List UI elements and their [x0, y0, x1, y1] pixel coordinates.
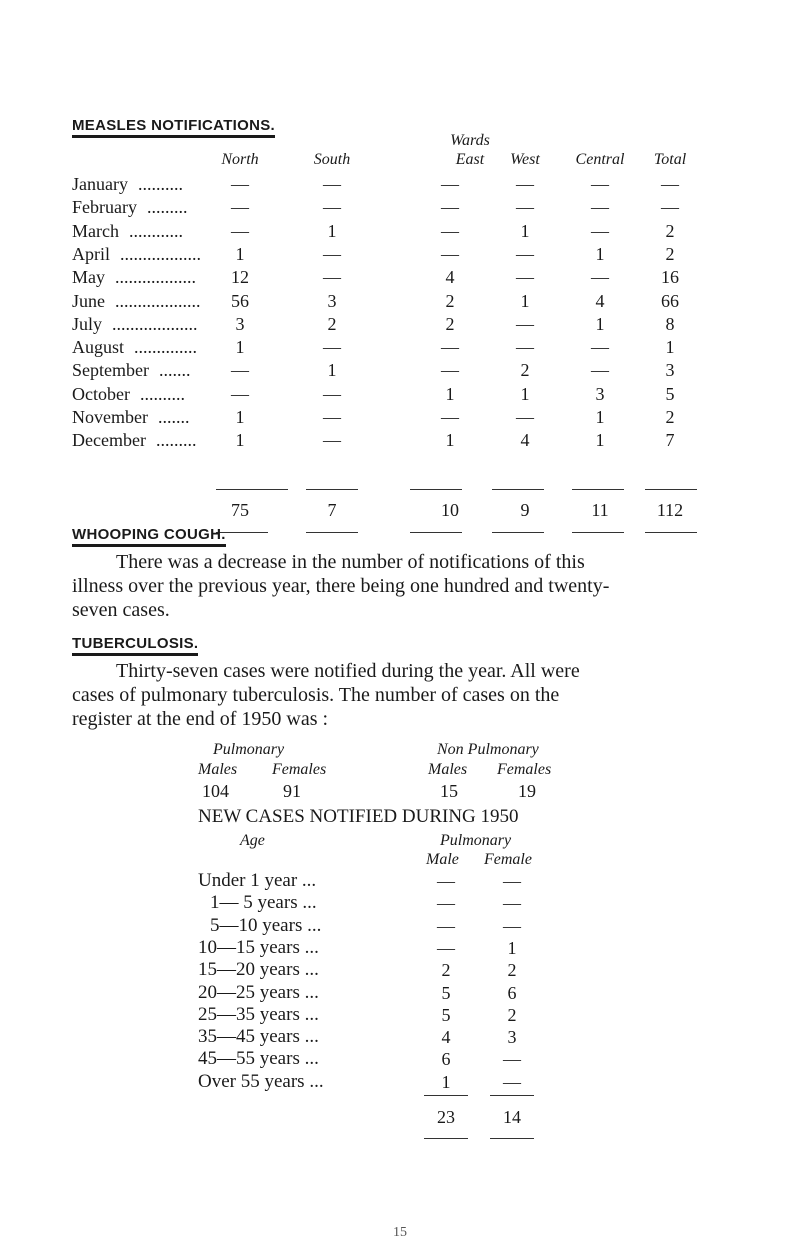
page-number: 15: [393, 1225, 407, 1240]
col-south: South: [313, 151, 351, 168]
measles-cell: —: [323, 430, 341, 451]
tb-line-1: Thirty-seven cases were notified during the year. All were: [116, 660, 580, 682]
measles-cell: —: [323, 267, 341, 288]
rule: [424, 1138, 468, 1139]
measles-cell: —: [516, 313, 534, 334]
female-count: —: [503, 915, 521, 936]
male-count: 1: [441, 1071, 451, 1092]
measles-cell: —: [231, 197, 249, 218]
male-count: 5: [441, 982, 451, 1003]
female-count: 6: [507, 982, 517, 1003]
total-male: 23: [437, 1107, 455, 1127]
measles-cell: —: [661, 197, 679, 218]
col-east: East: [455, 151, 485, 168]
measles-cell: —: [516, 337, 534, 358]
measles-cell: —: [231, 174, 249, 194]
whooping-line-3: seven cases.: [72, 599, 170, 621]
age-label: 15—20 years ...: [198, 959, 319, 981]
measles-cell: 2: [520, 360, 530, 381]
measles-cell: 2: [665, 243, 675, 264]
rule: [490, 1095, 534, 1096]
measles-cell: —: [323, 383, 341, 404]
measles-cell: 3: [327, 290, 337, 311]
total-south: 7: [327, 500, 337, 520]
measles-cell: —: [441, 360, 459, 381]
wards-label: Wards: [450, 132, 490, 149]
measles-cell: 2: [327, 313, 337, 334]
age-label: 35—45 years ...: [198, 1026, 319, 1048]
total-central: 11: [591, 500, 609, 520]
total-north: 75: [231, 500, 249, 520]
female-count: 1: [507, 937, 517, 958]
month-label: September .......: [72, 360, 191, 381]
rule: [492, 489, 544, 490]
measles-cell: —: [516, 267, 534, 288]
rule: [645, 489, 697, 490]
male-count: 2: [441, 960, 451, 981]
measles-cell: 4: [595, 290, 605, 311]
col-total: Total: [653, 151, 687, 168]
male-count: —: [437, 893, 455, 914]
month-label: August ..............: [72, 337, 198, 358]
register-nonpulm-females: 19: [518, 781, 536, 801]
tb-line-3: register at the end of 1950 was :: [72, 708, 329, 730]
measles-cell: 1: [235, 407, 245, 427]
measles-cell: —: [441, 407, 459, 427]
whooping-line-1: There was a decrease in the number of notifications of this: [116, 551, 585, 573]
measles-cell: 1: [595, 430, 605, 451]
female-count: 3: [507, 1027, 517, 1048]
tb-heading: TUBERCULOSIS.: [72, 636, 198, 656]
measles-cell: —: [441, 174, 459, 194]
register-nonpulm-females-label: Females: [497, 761, 552, 778]
rule: [572, 489, 624, 490]
female-count: —: [503, 893, 521, 914]
month-label: June ...................: [72, 290, 201, 311]
age-label: 20—25 years ...: [198, 981, 319, 1003]
age-label: Under 1 year ...: [198, 870, 317, 891]
register-pulmonary-label: Pulmonary: [213, 741, 285, 758]
measles-cell: 3: [665, 360, 675, 381]
measles-cell: —: [323, 174, 341, 194]
measles-cell: 4: [445, 267, 455, 288]
register-nonpulm-males-label: Males: [428, 761, 468, 778]
measles-cell: —: [591, 220, 609, 241]
measles-cell: 8: [665, 313, 675, 334]
measles-cell: —: [231, 220, 249, 241]
female-count: 2: [507, 960, 517, 981]
register-non-pulmonary-label: Non Pulmonary: [437, 741, 539, 758]
age-label: Age: [240, 832, 265, 849]
rule: [236, 489, 288, 490]
measles-cell: 1: [595, 313, 605, 334]
female-count: —: [503, 1071, 521, 1092]
male-count: —: [437, 915, 455, 936]
measles-cell: 56: [231, 290, 249, 311]
measles-cell: 2: [445, 313, 455, 334]
month-label: December .........: [72, 430, 197, 451]
measles-cell: 1: [665, 337, 675, 358]
male-count: 5: [441, 1004, 451, 1025]
rule: [490, 1138, 534, 1139]
measles-cell: 1: [520, 383, 530, 404]
measles-cell: —: [441, 197, 459, 218]
measles-cell: 1: [520, 290, 530, 311]
measles-cell: —: [591, 360, 609, 381]
total-female: 14: [503, 1107, 521, 1127]
month-label: May ..................: [72, 267, 196, 288]
age-label: 45—55 years ...: [198, 1048, 319, 1070]
measles-cell: 4: [520, 430, 530, 451]
measles-cell: 1: [595, 243, 605, 264]
month-label: February .........: [72, 197, 188, 218]
total-total: 112: [656, 500, 684, 520]
rule: [424, 1095, 468, 1096]
measles-cell: 1: [520, 220, 530, 241]
measles-cell: —: [516, 174, 534, 194]
measles-cell: —: [591, 197, 609, 218]
measles-cell: —: [661, 174, 679, 194]
whooping-line-2: illness over the previous year, there being one hundred and twenty-: [72, 575, 610, 597]
measles-cell: 1: [445, 383, 455, 404]
total-west: 9: [520, 500, 530, 520]
male-count: 6: [441, 1049, 451, 1070]
female-count: —: [503, 1049, 521, 1070]
measles-cell: —: [516, 407, 534, 427]
month-label: January ..........: [72, 174, 183, 194]
month-label: July ...................: [72, 313, 198, 334]
month-label: March ............: [72, 220, 183, 241]
measles-cell: —: [441, 337, 459, 358]
age-label: 5—10 years ...: [210, 914, 322, 936]
new-cases-heading: NEW CASES NOTIFIED DURING 1950: [198, 806, 519, 827]
measles-cell: 3: [595, 383, 605, 404]
measles-cell: 1: [235, 243, 245, 264]
rule: [306, 532, 358, 533]
tb-paragraph: [72, 659, 732, 731]
pulmonary-label: Pulmonary: [440, 832, 512, 849]
measles-cell: 12: [231, 267, 249, 288]
measles-cell: 16: [661, 267, 679, 288]
measles-cell: —: [231, 383, 249, 404]
age-label: 1— 5 years ...: [210, 892, 317, 914]
register-pulmonary-females: 91: [283, 781, 301, 801]
male-label: Male: [426, 851, 459, 868]
rule: [572, 532, 624, 533]
measles-cell: 1: [595, 407, 605, 427]
measles-cell: 1: [445, 430, 455, 451]
measles-cell: —: [516, 243, 534, 264]
measles-cell: —: [323, 407, 341, 427]
male-count: 4: [441, 1027, 451, 1048]
measles-cell: —: [591, 267, 609, 288]
month-label: April ..................: [72, 243, 201, 264]
rule: [645, 532, 697, 533]
month-label: October ..........: [72, 383, 185, 404]
register-males-label: Males: [198, 761, 238, 778]
register-nonpulm-males: 15: [440, 781, 458, 801]
measles-cell: 66: [661, 290, 679, 311]
measles-cell: —: [323, 337, 341, 358]
whooping-heading: WHOOPING COUGH.: [72, 527, 226, 547]
register-pulmonary-males: 104: [202, 781, 229, 801]
measles-cell: 1: [235, 337, 245, 358]
age-label: 25—35 years ...: [198, 1003, 319, 1025]
measles-cell: 1: [327, 220, 337, 241]
rule: [410, 532, 462, 533]
measles-cell: —: [323, 243, 341, 264]
measles-cell: —: [441, 243, 459, 264]
measles-cell: 2: [445, 290, 455, 311]
col-central: Central: [575, 151, 625, 168]
measles-cell: 3: [235, 313, 245, 334]
col-west: West: [510, 151, 540, 168]
measles-cell: 1: [327, 360, 337, 381]
measles-cell: —: [441, 220, 459, 241]
male-count: —: [437, 937, 455, 958]
measles-cell: —: [591, 174, 609, 194]
female-label: Female: [484, 851, 532, 868]
whooping-paragraph: [72, 550, 732, 622]
rule: [410, 489, 462, 490]
measles-cell: —: [591, 337, 609, 358]
total-east: 10: [441, 500, 459, 520]
measles-heading: MEASLES NOTIFICATIONS.: [72, 118, 275, 138]
female-count: 2: [507, 1004, 517, 1025]
measles-cell: —: [323, 197, 341, 218]
rule: [492, 532, 544, 533]
measles-cell: 7: [665, 430, 675, 451]
month-label: November .......: [72, 407, 190, 427]
measles-cell: —: [231, 360, 249, 381]
rule: [306, 489, 358, 490]
male-count: —: [437, 871, 455, 891]
register-females-label: Females: [272, 761, 327, 778]
col-north: North: [221, 151, 259, 168]
age-label: Over 55 years ...: [198, 1070, 324, 1092]
age-label: 10—15 years ...: [198, 936, 319, 958]
measles-cell: —: [516, 197, 534, 218]
tb-line-2: cases of pulmonary tuberculosis. The number of cases on the: [72, 684, 560, 706]
measles-cell: 1: [235, 430, 245, 451]
female-count: —: [503, 871, 521, 891]
measles-cell: 5: [665, 383, 675, 404]
measles-cell: 2: [665, 407, 675, 427]
measles-cell: 2: [665, 220, 675, 241]
